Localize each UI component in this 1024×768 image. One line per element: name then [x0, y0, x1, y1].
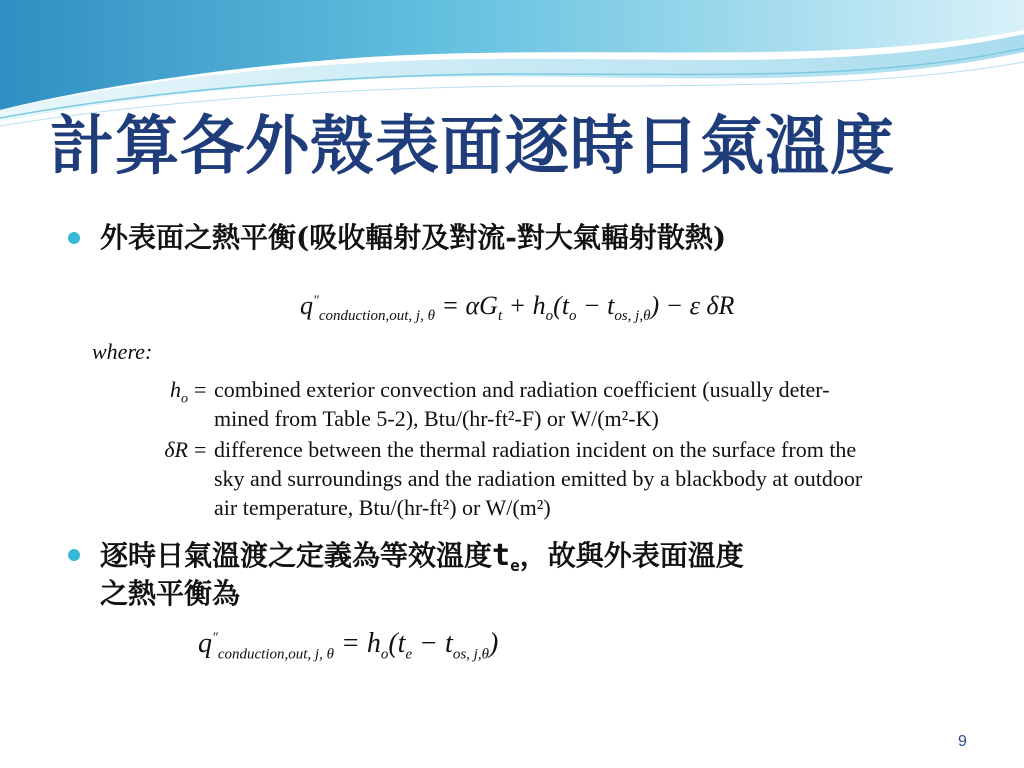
definition-symbol: $h_o$ [170, 377, 188, 407]
equation-image-panel [88, 287, 1004, 525]
bullet-dot-icon [68, 232, 80, 244]
equation-lhs: $q''_{conduction,out, j, \theta}$ [198, 628, 334, 663]
bullet-text-part: 逐時日氣溫渡之定義為等效溫度 [100, 539, 493, 572]
bullet-dot-icon [68, 549, 80, 561]
equation-lhs: $q''_{conduction,out, j, \theta}$ [300, 291, 435, 325]
te-symbol: t [492, 538, 511, 573]
definition-line: difference between the thermal radiation incident on the surface from the [214, 437, 857, 462]
where-label: where: [92, 339, 153, 364]
definition-line: sky and surroundings and the radiation emitted by a blackbody at outdoor [214, 466, 863, 491]
equals-sign: = [194, 377, 207, 402]
equation-rhs: = $\alpha G_t + h_o(t_o - t_{os, j,\theta}) - \varepsilon$ δR [441, 291, 735, 325]
bullet-text-part: ，故與外表面溫度 [519, 539, 744, 572]
page-number: 9 [958, 733, 967, 750]
equation-rhs: = $h_o(t_e - t_{os, j,\theta})$ [340, 628, 499, 663]
definition-line: air temperature, Btu/(hr-ft²) or W/(m²) [214, 495, 551, 520]
te-subscript: e [510, 556, 520, 575]
equation-sol-air [198, 628, 498, 664]
definition-text [214, 435, 1019, 522]
bullet-text: 外表面之熱平衡(吸收輻射及對流-對大氣輻射散熱) [100, 221, 727, 254]
slide-title: 計算各外殼表面逐時日氣溫度 [50, 110, 895, 184]
definition-line: mined from Table 5-2), Btu/(hr-ft²-F) or W/(m²-K) [214, 406, 659, 431]
bullet-item-sol-air-temperature [70, 537, 744, 611]
definition-text [214, 375, 1019, 433]
bullet-text [70, 537, 744, 576]
definition-symbol: δR [164, 437, 188, 462]
definition-line: combined exterior convection and radiation coefficient (usually deter- [214, 377, 830, 402]
bullet-item-heat-balance [70, 220, 726, 255]
equation-heat-balance [300, 291, 734, 325]
bullet-text-line2: 之熱平衡為 [100, 577, 241, 610]
equals-sign: = [194, 437, 207, 462]
